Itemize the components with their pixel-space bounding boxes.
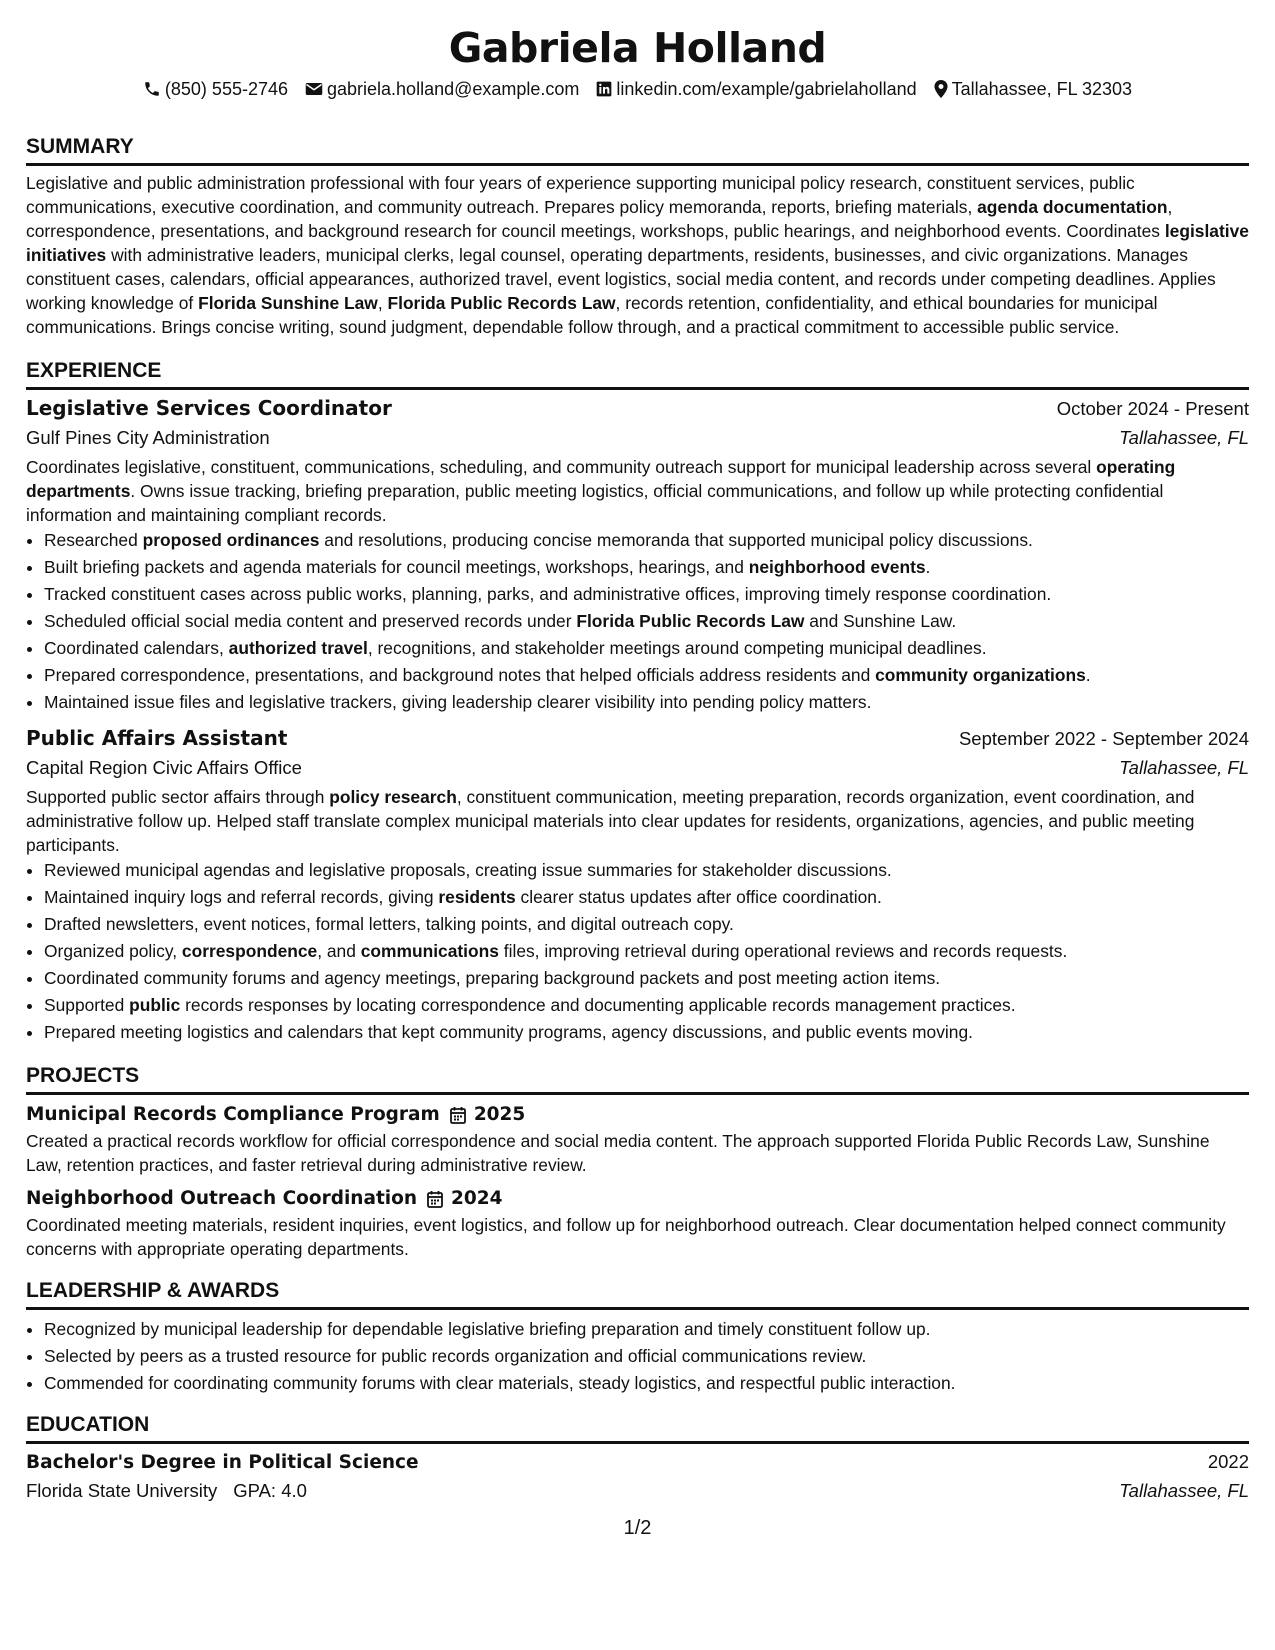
- education-section: [26, 1411, 1249, 1505]
- education-year: 2022: [1207, 1451, 1249, 1472]
- project-year: 2025: [473, 1104, 526, 1125]
- list-item: • Tracked constituent cases across public works, planning, parks, and administrative offices, improving timely response coordination.: [44, 581, 1249, 608]
- job-dates: October 2024 - Present: [1056, 398, 1249, 419]
- section-title-education: EDUCATION: [26, 1411, 1249, 1444]
- project-entry: [26, 1185, 1249, 1261]
- list-item: • Organized policy, correspondence, and communications files, improving retrieval during operational reviews and records requests.: [44, 938, 1249, 965]
- contact-phone-text: (850) 555-2746: [164, 79, 288, 99]
- bold-text: Florida Public Records Law: [387, 293, 616, 313]
- bold-text: agenda documentation: [977, 197, 1168, 217]
- project-entry: [26, 1101, 1249, 1177]
- job-entry: [26, 724, 1249, 1046]
- project-name: Neighborhood Outreach Coordination: [26, 1188, 418, 1209]
- leadership-list: [26, 1316, 1249, 1397]
- contact-location-text: Tallahassee, FL 32303: [951, 79, 1133, 99]
- job-location: Tallahassee, FL: [1119, 427, 1249, 448]
- bold-text: residents: [438, 887, 516, 907]
- list-item: • Supported public records responses by locating correspondence and documenting applicable records management practices.: [44, 992, 1249, 1019]
- job-title: Legislative Services Coordinator: [26, 396, 392, 420]
- bold-text: neighborhood events: [748, 557, 926, 577]
- job-organization: Gulf Pines City Administration: [26, 427, 270, 448]
- job-organization: Capital Region Civic Affairs Office: [26, 757, 302, 778]
- list-item: • Drafted newsletters, event notices, formal letters, talking points, and digital outreach copy.: [44, 911, 1249, 938]
- list-item: • Maintained issue files and legislative trackers, giving leadership clearer visibility into pending policy matters.: [44, 689, 1249, 716]
- leadership-section: [26, 1277, 1249, 1397]
- page-number: 1/2: [623, 1517, 652, 1539]
- job-description: Coordinates legislative, constituent, communications, scheduling, and community outreach support for municipal leadership across several operating departments. Owns issue tracking, briefing preparation, public meeting logistics, official communications, and follow up while protecting confidential information and maintaining compliant records.: [26, 457, 1176, 525]
- bold-text: communications: [360, 941, 499, 961]
- list-item: • Commended for coordinating community forums with clear materials, steady logistics, and respectful public interaction.: [44, 1370, 1249, 1397]
- education-school: Florida State University: [26, 1480, 218, 1501]
- bold-text: community organizations: [875, 665, 1086, 685]
- bold-text: operating departments: [26, 457, 1176, 501]
- contact-linkedin-text: linkedin.com/example/gabrielaholland: [616, 79, 917, 99]
- bold-text: Florida Sunshine Law: [198, 293, 378, 313]
- job-location: Tallahassee, FL: [1119, 757, 1249, 778]
- contact-bar: [26, 77, 1249, 101]
- map-pin-icon: [934, 80, 948, 98]
- list-item: • Scheduled official social media content and preserved records under Florida Public Records Law and Sunshine Law.: [44, 608, 1249, 635]
- projects-section: [26, 1062, 1249, 1261]
- project-description: Created a practical records workflow for official correspondence and social media content. The approach supported Florida Public Records Law, Sunshine Law, retention practices, and faster retrieval during administrative review.: [26, 1131, 1210, 1175]
- calendar-icon: [450, 1106, 466, 1124]
- linkedin-icon: [596, 81, 612, 97]
- list-item: • Researched proposed ordinances and resolutions, producing concise memoranda that supported municipal policy discussions.: [44, 527, 1249, 554]
- bold-text: proposed ordinances: [142, 530, 320, 550]
- bold-text: policy research: [329, 787, 457, 807]
- list-item: • Coordinated community forums and agency meetings, preparing background packets and post meeting action items.: [44, 965, 1249, 992]
- list-item: • Maintained inquiry logs and referral records, giving residents clearer status updates after office coordination.: [44, 884, 1249, 911]
- project-name: Municipal Records Compliance Program: [26, 1104, 440, 1125]
- contact-linkedin[interactable]: [596, 77, 916, 101]
- job-dates: September 2022 - September 2024: [958, 728, 1249, 749]
- list-item: • Coordinated calendars, authorized travel, recognitions, and stakeholder meetings around competing municipal deadlines.: [44, 635, 1249, 662]
- contact-email-text: gabriela.holland@example.com: [327, 79, 580, 99]
- experience-section: [26, 357, 1249, 1046]
- list-item: • Selected by peers as a trusted resource for public records organization and official communications review.: [44, 1343, 1249, 1370]
- phone-icon: [143, 80, 161, 98]
- bold-text: correspondence: [181, 941, 318, 961]
- section-title-projects: PROJECTS: [26, 1062, 1249, 1095]
- job-description: Supported public sector affairs through policy research, constituent communication, meeting preparation, records organization, event coordination, and administrative follow up. Helped staff translate complex municipal materials into clear updates for residents, organizations, agencies, and public meeting participants.: [26, 787, 1195, 855]
- summary-text: Legislative and public administration professional with four years of experience supporting municipal policy research, constituent services, public communications, executive coordination, and community outreach. Prepares policy memoranda, reports, briefing materials, agenda documentation, correspondence, presentations, and background research for council meetings, workshops, public hearings, and neighborhood events. Coordinates legislative initiatives with administrative leaders, municipal clerks, legal counsel, operating departments, residents, businesses, and civic organizations. Manages constituent cases, calendars, official appearances, authorized travel, event logistics, social media content, and records under competing deadlines. Applies working knowledge of Florida Sunshine Law, Florida Public Records Law, records retention, confidentiality, and ethical boundaries for municipal communications. Brings concise writing, sound judgment, dependable follow through, and a practical commitment to accessible public service.: [26, 173, 1249, 337]
- mail-icon: [305, 81, 323, 97]
- education-degree: Bachelor's Degree in Political Science: [26, 1452, 419, 1473]
- job-title: Public Affairs Assistant: [26, 726, 288, 750]
- education-location: Tallahassee, FL: [1119, 1480, 1249, 1501]
- section-title-summary: SUMMARY: [26, 133, 1249, 166]
- bold-text: Florida Public Records Law: [576, 611, 805, 631]
- list-item: • Built briefing packets and agenda materials for council meetings, workshops, hearings, and neighborhood events.: [44, 554, 1249, 581]
- project-year: 2024: [451, 1188, 503, 1209]
- bold-text: legislative initiatives: [26, 221, 1249, 265]
- section-title-experience: EXPERIENCE: [26, 357, 1249, 390]
- list-item: • Recognized by municipal leadership for dependable legislative briefing preparation and timely constituent follow up.: [44, 1316, 1249, 1343]
- project-description: Coordinated meeting materials, resident inquiries, event logistics, and follow up for neighborhood outreach. Clear documentation helped connect community concerns with appropriate operating departments.: [26, 1215, 1226, 1259]
- section-title-leadership: LEADERSHIP & AWARDS: [26, 1277, 1249, 1310]
- contact-email[interactable]: [305, 77, 579, 101]
- job-entry: [26, 394, 1249, 716]
- summary-section: [26, 133, 1249, 339]
- candidate-name: Gabriela Holland: [448, 24, 827, 72]
- contact-phone[interactable]: [143, 77, 288, 101]
- list-item: • Prepared meeting logistics and calendars that kept community programs, agency discussions, and public events moving.: [44, 1019, 1249, 1046]
- list-item: • Reviewed municipal agendas and legislative proposals, creating issue summaries for stakeholder discussions.: [44, 857, 1249, 884]
- bold-text: authorized travel: [228, 638, 368, 658]
- list-item: • Prepared correspondence, presentations, and background notes that helped officials address residents and community organizations.: [44, 662, 1249, 689]
- job-bullets: [26, 857, 1249, 1046]
- education-gpa: GPA: 4.0: [233, 1480, 307, 1501]
- job-bullets: [26, 527, 1249, 716]
- calendar-icon: [427, 1190, 443, 1208]
- bold-text: public: [129, 995, 181, 1015]
- contact-location: [934, 77, 1132, 101]
